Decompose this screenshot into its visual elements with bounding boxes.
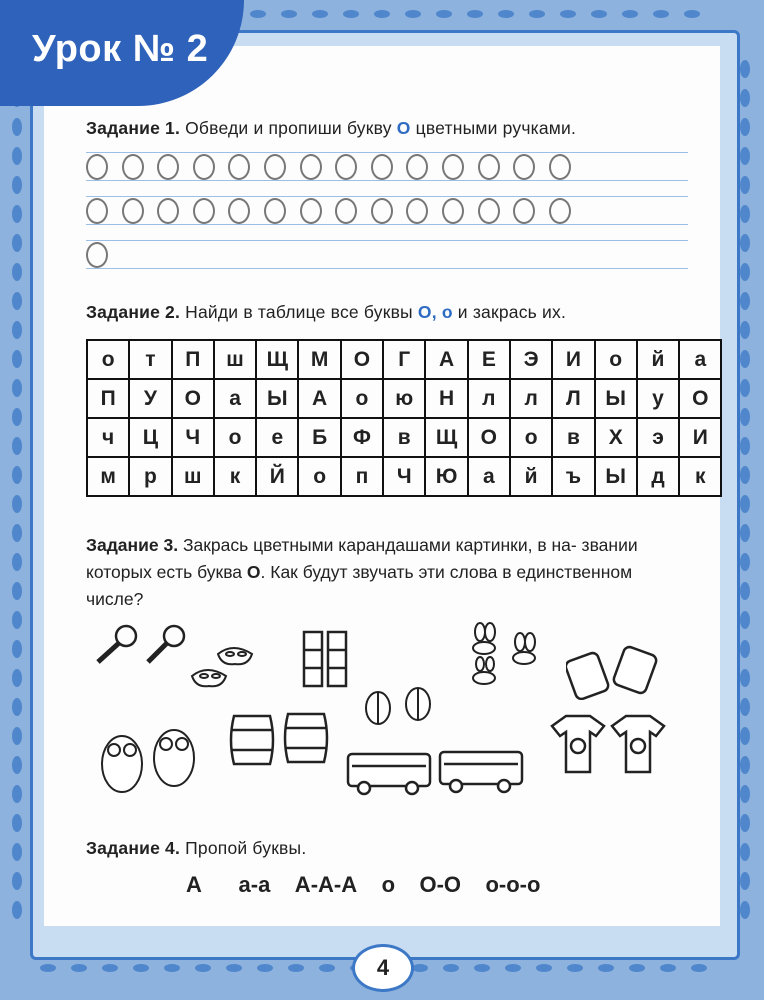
- footprint-dot: [740, 350, 750, 368]
- footprint-dot: [740, 785, 750, 803]
- traced-o-letter[interactable]: [264, 198, 286, 224]
- traced-o-letter[interactable]: [442, 154, 464, 180]
- task4-letters: А а-а А-А-А о О-О о-о-о: [186, 872, 541, 897]
- footprint-dot: [691, 964, 707, 972]
- footprint-dot: [40, 964, 56, 972]
- letter-cell[interactable]: Ы: [595, 457, 637, 496]
- letter-cell[interactable]: й: [510, 457, 552, 496]
- letter-cell[interactable]: Ы: [595, 379, 637, 418]
- footprint-dot: [405, 10, 421, 18]
- traced-o-letter[interactable]: [86, 198, 108, 224]
- traced-o-letter[interactable]: [300, 198, 322, 224]
- footprint-dot: [740, 147, 750, 165]
- window-shutters-picture[interactable]: [300, 628, 352, 690]
- buses-picture[interactable]: [344, 748, 528, 798]
- footprint-dot: [12, 350, 22, 368]
- footprint-dot: [288, 964, 304, 972]
- footprint-dot: [412, 964, 428, 972]
- traced-o-letter[interactable]: [193, 198, 215, 224]
- footprint-dot: [12, 785, 22, 803]
- letter-cell[interactable]: о: [341, 379, 383, 418]
- footprint-dot: [598, 964, 614, 972]
- letter-cell[interactable]: О: [341, 340, 383, 379]
- footprint-dot: [740, 263, 750, 281]
- letter-cell[interactable]: А: [425, 340, 467, 379]
- footprint-dot: [660, 964, 676, 972]
- task3-letter: О: [246, 562, 261, 582]
- task4-heading: [86, 838, 306, 859]
- letter-cell[interactable]: ю: [383, 379, 425, 418]
- footprint-dot: [684, 10, 700, 18]
- traced-o-letter[interactable]: [371, 154, 393, 180]
- letter-cell[interactable]: А: [298, 379, 340, 418]
- letter-cell[interactable]: О: [468, 418, 510, 457]
- letter-cell[interactable]: о: [87, 340, 129, 379]
- footprint-dot: [740, 814, 750, 832]
- letter-cell[interactable]: в: [383, 418, 425, 457]
- letter-table: [86, 339, 722, 497]
- letter-cell[interactable]: Щ: [256, 340, 298, 379]
- writing-line: [86, 224, 688, 225]
- writing-line: [86, 240, 688, 241]
- task2-letters: О, о: [417, 302, 453, 322]
- footprint-dot: [12, 408, 22, 426]
- footprint-dot: [529, 10, 545, 18]
- task1-letter: О: [396, 118, 411, 138]
- footprint-dot: [12, 553, 22, 571]
- letter-cell[interactable]: Щ: [425, 418, 467, 457]
- footprint-dot: [740, 234, 750, 252]
- traced-o-letter[interactable]: [478, 198, 500, 224]
- letter-cell[interactable]: Ы: [256, 379, 298, 418]
- footprint-dot: [12, 756, 22, 774]
- footprint-dot: [12, 814, 22, 832]
- footprint-dot: [740, 698, 750, 716]
- footprint-dot: [740, 843, 750, 861]
- traced-o-letter[interactable]: [157, 154, 179, 180]
- traced-o-letter[interactable]: [228, 154, 250, 180]
- letter-cell[interactable]: Х: [595, 418, 637, 457]
- footprint-dot: [740, 872, 750, 890]
- footprint-dot: [567, 964, 583, 972]
- letter-cell[interactable]: д: [637, 457, 679, 496]
- letter-cell[interactable]: ш: [172, 457, 214, 496]
- footprint-dot: [12, 292, 22, 310]
- writing-line: [86, 268, 688, 269]
- footprint-dot: [629, 964, 645, 972]
- footprint-dot: [226, 964, 242, 972]
- footprint-dot: [740, 466, 750, 484]
- letter-cell[interactable]: Г: [383, 340, 425, 379]
- footprint-dot: [740, 176, 750, 194]
- letter-cell[interactable]: к: [679, 457, 721, 496]
- letter-cell[interactable]: О: [172, 379, 214, 418]
- traced-o-letter[interactable]: [406, 198, 428, 224]
- footprint-dot: [71, 964, 87, 972]
- letter-table-row: [87, 340, 721, 379]
- task2-text-after: и закрась их.: [457, 302, 567, 322]
- footprint-dot: [740, 408, 750, 426]
- footprint-dot: [505, 964, 521, 972]
- footprint-dot: [12, 234, 22, 252]
- footprint-dot: [653, 10, 669, 18]
- letter-cell[interactable]: Ц: [129, 418, 171, 457]
- letter-cell[interactable]: р: [129, 457, 171, 496]
- task3-label: Задание 3.: [86, 535, 179, 555]
- letter-cell[interactable]: о: [214, 418, 256, 457]
- traced-o-letter[interactable]: [300, 154, 322, 180]
- footprint-dot: [467, 10, 483, 18]
- footprint-dot: [12, 582, 22, 600]
- footprint-dot: [374, 10, 390, 18]
- task1-heading: [86, 118, 576, 139]
- footprint-dot: [12, 611, 22, 629]
- letter-cell[interactable]: э: [637, 418, 679, 457]
- traced-o-letter[interactable]: [406, 154, 428, 180]
- letter-cell[interactable]: а: [679, 340, 721, 379]
- traced-o-letter[interactable]: [513, 154, 535, 180]
- letter-cell[interactable]: о: [595, 340, 637, 379]
- letter-table-row: [87, 418, 721, 457]
- task1-text-after: цветными ручками.: [415, 118, 577, 138]
- footprint-dot: [12, 524, 22, 542]
- letter-cell[interactable]: Ф: [341, 418, 383, 457]
- letter-cell[interactable]: о: [298, 457, 340, 496]
- task3-text-after: . Как будут звучать эти слова в единственном числе?: [86, 562, 633, 609]
- traced-o-letter[interactable]: [478, 154, 500, 180]
- footprint-dot: [474, 964, 490, 972]
- letter-cell[interactable]: о: [510, 418, 552, 457]
- footprint-dot: [740, 727, 750, 745]
- trace-row-1[interactable]: [86, 154, 571, 180]
- letter-cell[interactable]: т: [129, 340, 171, 379]
- traced-o-letter[interactable]: [513, 198, 535, 224]
- traced-o-letter[interactable]: [228, 198, 250, 224]
- traced-o-letter[interactable]: [549, 198, 571, 224]
- trace-row-2[interactable]: [86, 198, 571, 224]
- footprint-dot: [12, 437, 22, 455]
- footprint-dot: [12, 379, 22, 397]
- traced-o-letter[interactable]: [335, 198, 357, 224]
- traced-o-letter[interactable]: [549, 154, 571, 180]
- footprint-dot: [12, 118, 22, 136]
- letter-cell[interactable]: п: [341, 457, 383, 496]
- footprint-dot: [740, 640, 750, 658]
- bees-picture[interactable]: [462, 618, 552, 692]
- footprint-dot: [12, 205, 22, 223]
- letter-cell[interactable]: а: [468, 457, 510, 496]
- letter-cell[interactable]: ч: [87, 418, 129, 457]
- right-footprint-border: [740, 60, 752, 920]
- footprint-dot: [740, 205, 750, 223]
- letter-table-row: [87, 379, 721, 418]
- task2-label: Задание 2.: [86, 302, 181, 322]
- barrels-picture[interactable]: [226, 710, 336, 772]
- letter-cell[interactable]: Б: [298, 418, 340, 457]
- letter-cell[interactable]: Э: [510, 340, 552, 379]
- footprint-dot: [740, 582, 750, 600]
- letter-cell[interactable]: ъ: [552, 457, 594, 496]
- task2-text-before: Найди в таблице все буквы: [185, 302, 413, 322]
- letter-cell[interactable]: Е: [468, 340, 510, 379]
- task1-text-before: Обведи и пропиши букву: [185, 118, 392, 138]
- footprint-dot: [12, 901, 22, 919]
- footprint-dot: [560, 10, 576, 18]
- page-number: 4: [352, 944, 414, 992]
- letter-cell[interactable]: Ч: [172, 418, 214, 457]
- footprint-dot: [195, 964, 211, 972]
- letter-cell[interactable]: Ч: [383, 457, 425, 496]
- footprint-dot: [12, 727, 22, 745]
- beetles-picture[interactable]: [356, 676, 442, 730]
- footprint-dot: [740, 292, 750, 310]
- traced-o-letter[interactable]: [335, 154, 357, 180]
- footprint-dot: [740, 756, 750, 774]
- traced-o-letter[interactable]: [193, 154, 215, 180]
- letter-cell[interactable]: П: [87, 379, 129, 418]
- letter-cell[interactable]: Н: [425, 379, 467, 418]
- letter-cell[interactable]: И: [679, 418, 721, 457]
- footprint-dot: [12, 466, 22, 484]
- letter-cell[interactable]: л: [510, 379, 552, 418]
- task2-heading: [86, 302, 566, 323]
- writing-line: [86, 152, 688, 153]
- traced-o-letter[interactable]: [122, 154, 144, 180]
- writing-line: [86, 180, 688, 181]
- letter-cell[interactable]: П: [172, 340, 214, 379]
- lesson-title: Урок № 2: [32, 28, 209, 70]
- footprint-dot: [257, 964, 273, 972]
- footprint-dot: [102, 964, 118, 972]
- letter-cell[interactable]: Й: [256, 457, 298, 496]
- footprint-dot: [12, 843, 22, 861]
- footprint-dot: [133, 964, 149, 972]
- top-footprint-border: [250, 10, 730, 22]
- footprint-dot: [740, 118, 750, 136]
- traced-o-letter[interactable]: [442, 198, 464, 224]
- trace-row-3[interactable]: [86, 242, 108, 268]
- masks-picture[interactable]: [188, 642, 260, 692]
- mobile-phones-picture[interactable]: [566, 644, 662, 700]
- letter-cell[interactable]: М: [298, 340, 340, 379]
- footprint-dot: [740, 321, 750, 339]
- task4-label: Задание 4.: [86, 838, 181, 858]
- footprint-dot: [436, 10, 452, 18]
- footprint-dot: [740, 901, 750, 919]
- letter-cell[interactable]: й: [637, 340, 679, 379]
- footprint-dot: [740, 379, 750, 397]
- footprint-dot: [12, 495, 22, 513]
- traced-o-letter[interactable]: [264, 154, 286, 180]
- letter-table-row: [87, 457, 721, 496]
- traced-o-letter[interactable]: [157, 198, 179, 224]
- letter-cell[interactable]: м: [87, 457, 129, 496]
- traced-o-letter[interactable]: [122, 198, 144, 224]
- footprint-dot: [312, 10, 328, 18]
- task1-label: Задание 1.: [86, 118, 181, 138]
- letter-cell[interactable]: в: [552, 418, 594, 457]
- footprint-dot: [12, 669, 22, 687]
- footprint-dot: [343, 10, 359, 18]
- footprint-dot: [622, 10, 638, 18]
- footprint-dot: [281, 10, 297, 18]
- traced-o-letter[interactable]: [86, 242, 108, 268]
- footprint-dot: [740, 495, 750, 513]
- task3-text: [86, 532, 692, 613]
- footprint-dot: [740, 60, 750, 78]
- letter-cell[interactable]: У: [129, 379, 171, 418]
- footprint-dot: [12, 872, 22, 890]
- t-shirts-picture[interactable]: [548, 712, 672, 776]
- footprint-dot: [740, 524, 750, 542]
- footprint-dot: [536, 964, 552, 972]
- task3-text-before: Закрась цветными карандашами картинки, в на- звании которых есть буква: [86, 535, 638, 582]
- letter-cell[interactable]: а: [214, 379, 256, 418]
- footprint-dot: [12, 698, 22, 716]
- footprint-dot: [443, 964, 459, 972]
- footprint-dot: [250, 10, 266, 18]
- letter-cell[interactable]: О: [679, 379, 721, 418]
- letter-cell[interactable]: у: [637, 379, 679, 418]
- writing-line: [86, 196, 688, 197]
- footprint-dot: [12, 147, 22, 165]
- traced-o-letter[interactable]: [371, 198, 393, 224]
- magnifying-glasses-picture[interactable]: [90, 622, 190, 672]
- footprint-dot: [12, 263, 22, 281]
- letter-cell[interactable]: к: [214, 457, 256, 496]
- footprint-dot: [12, 640, 22, 658]
- letter-cell[interactable]: Ю: [425, 457, 467, 496]
- letter-cell[interactable]: И: [552, 340, 594, 379]
- footprint-dot: [319, 964, 335, 972]
- footprint-dot: [740, 553, 750, 571]
- letter-cell[interactable]: л: [468, 379, 510, 418]
- letter-cell[interactable]: е: [256, 418, 298, 457]
- footprint-dot: [740, 669, 750, 687]
- footprint-dot: [164, 964, 180, 972]
- footprint-dot: [591, 10, 607, 18]
- left-footprint-border: [12, 60, 24, 920]
- footprint-dot: [498, 10, 514, 18]
- traced-o-letter[interactable]: [86, 154, 108, 180]
- footprint-dot: [740, 89, 750, 107]
- letter-cell[interactable]: Л: [552, 379, 594, 418]
- letter-cell[interactable]: ш: [214, 340, 256, 379]
- footprint-dot: [12, 176, 22, 194]
- footprint-dot: [740, 611, 750, 629]
- owls-picture[interactable]: [94, 722, 204, 798]
- footprint-dot: [740, 437, 750, 455]
- task4-text: Пропой буквы.: [185, 838, 307, 858]
- footprint-dot: [12, 321, 22, 339]
